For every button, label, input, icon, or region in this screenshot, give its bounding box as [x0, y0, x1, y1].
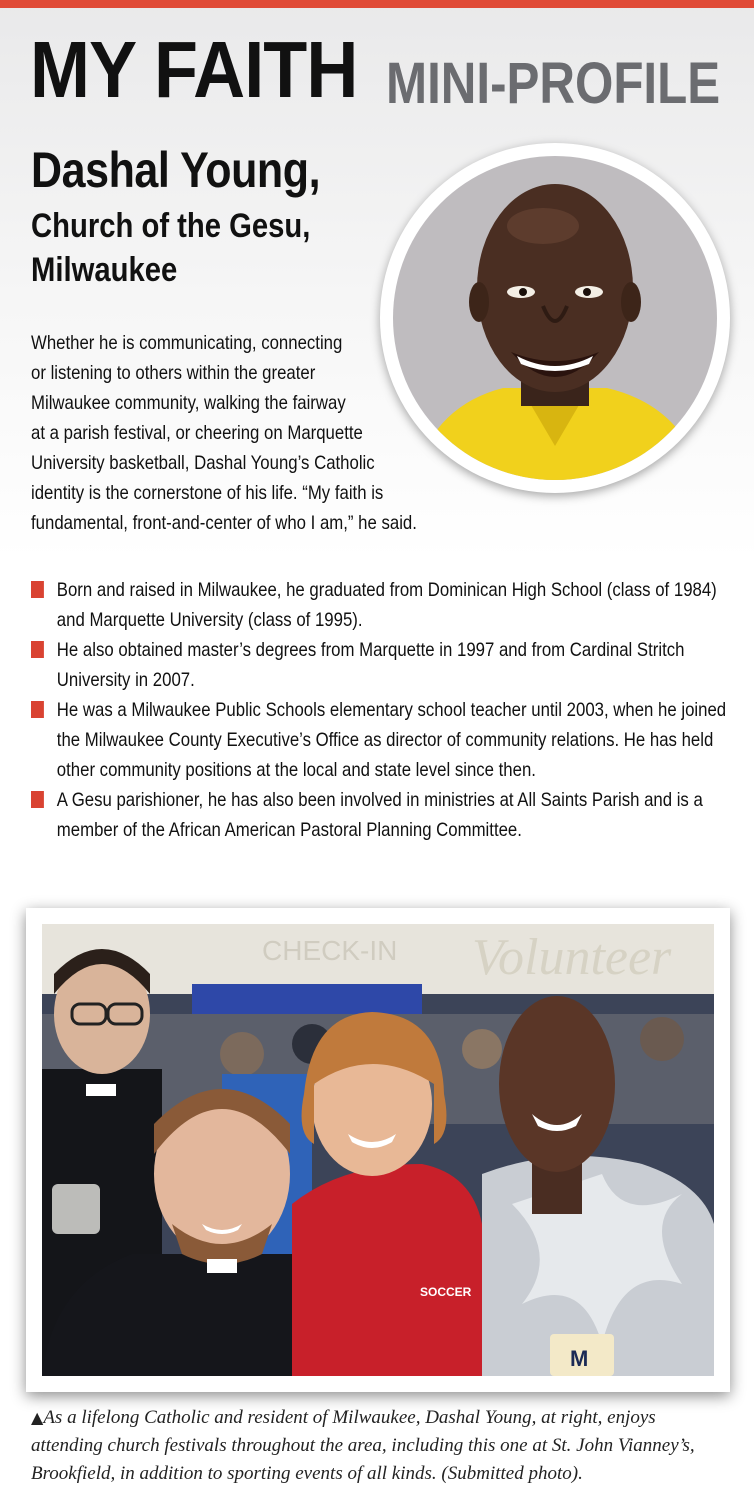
masthead	[30, 22, 721, 118]
bullet-list	[31, 575, 727, 845]
top-accent-bar	[0, 0, 754, 8]
shirt-text: SOCCER	[420, 1285, 472, 1299]
intro-line: at a parish festival, or cheering on Marquette	[31, 422, 363, 444]
intro-line: Milwaukee community, walking the fairway	[31, 392, 346, 414]
parish-line: Milwaukee	[31, 251, 178, 289]
bullet-item	[31, 695, 727, 785]
caption-line	[31, 1404, 731, 1432]
bullet-item	[31, 575, 719, 635]
bullet-square-icon	[31, 581, 44, 598]
cup-text: M	[570, 1346, 589, 1371]
portrait-illustration	[393, 156, 717, 480]
profile-parish	[31, 204, 310, 292]
bullet-item	[31, 635, 719, 695]
bullet-line: Born and raised in Milwaukee, he graduated from Dominican High School (class of 1984)	[56, 579, 717, 601]
caption-line: Brookfield, in addition to sporting events of all kinds. (Submitted photo).	[31, 1463, 583, 1484]
bullet-line: the Milwaukee County Executive’s Office as director of community relations. He has held	[56, 729, 714, 751]
photo-caption	[31, 1404, 731, 1488]
triangle-icon: ▲	[31, 1408, 44, 1427]
bullet-square-icon	[31, 791, 44, 808]
caption-text: As a lifelong Catholic and resident of Milwaukee, Dashal Young, at right, enjoys	[43, 1407, 656, 1428]
parish-line: Church of the Gesu,	[31, 207, 311, 245]
intro-line: fundamental, front-and-center of who I am,” he said.	[31, 512, 417, 534]
bullet-line: He was a Milwaukee Public Schools elementary school teacher until 2003, when he joined	[56, 699, 727, 721]
bullet-item	[31, 785, 719, 845]
bullet-line: He also obtained master’s degrees from Marquette in 1997 and from Cardinal Stritch	[56, 639, 685, 661]
bullet-line: University in 2007.	[56, 669, 195, 691]
bullet-square-icon	[31, 701, 44, 718]
portrait-photo	[380, 143, 730, 493]
group-photo-illustration	[42, 924, 714, 1376]
intro-line: or listening to others within the greater	[31, 362, 316, 384]
bullet-line: A Gesu parishioner, he has also been involved in ministries at All Saints Parish and is a	[56, 789, 703, 811]
caption-line: attending church festivals throughout the area, including this one at St. John Vianney’s,	[31, 1435, 695, 1456]
bullet-line: other community positions at the local and state level since then.	[56, 759, 536, 781]
group-photo	[26, 908, 730, 1392]
intro-line: Whether he is communicating, connecting	[31, 332, 343, 354]
sign-text-2: CHECK-IN	[262, 935, 398, 966]
masthead-title: MY FAITH	[30, 25, 358, 114]
masthead-subtitle: MINI-PROFILE	[386, 51, 721, 116]
bullet-line: member of the African American Pastoral Planning Committee.	[56, 819, 522, 841]
intro-line: University basketball, Dashal Young’s Catholic	[31, 452, 375, 474]
sign-text: Volunteer	[472, 929, 672, 986]
profile-name: Dashal Young,	[31, 142, 321, 198]
intro-paragraph	[31, 328, 417, 538]
bullet-square-icon	[31, 641, 44, 658]
intro-line: identity is the cornerstone of his life. “My faith is	[31, 482, 384, 504]
bullet-line: and Marquette University (class of 1995).	[56, 609, 363, 631]
